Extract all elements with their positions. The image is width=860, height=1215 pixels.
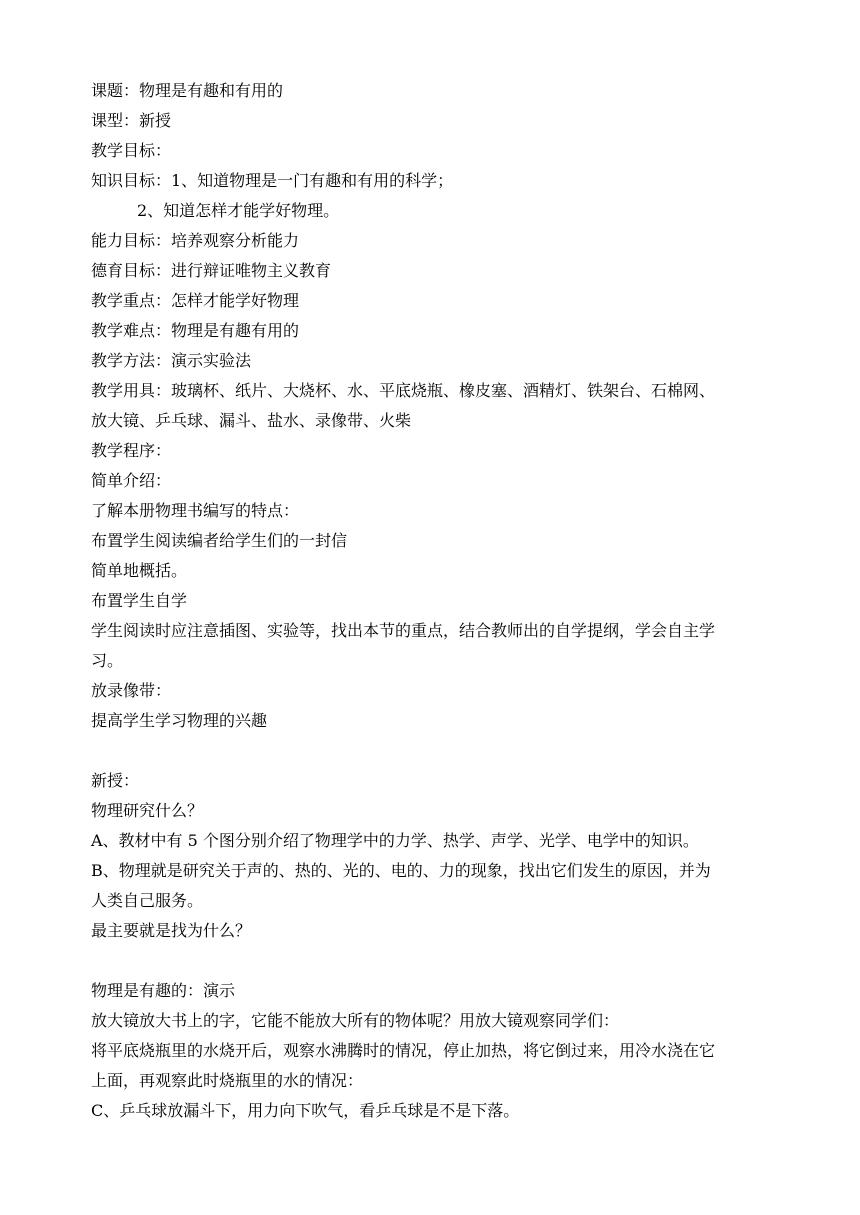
intro-item-5-line-2: 习。 [91, 651, 124, 670]
teaching-tools-line-1: 教学用具：玻璃杯、纸片、大烧杯、水、平底烧瓶、橡皮塞、酒精灯、铁架台、石棉网、 [91, 381, 716, 400]
blank-line [91, 736, 781, 766]
moral-goal: 德育目标：进行辩证唯物主义教育 [91, 261, 332, 280]
teaching-method: 教学方法：演示实验法 [91, 351, 252, 370]
intro-item-4: 布置学生自学 [91, 591, 188, 610]
key-point: 教学重点：怎样才能学好物理 [91, 291, 300, 310]
intro-item-2: 布置学生阅读编者给学生们的一封信 [91, 531, 348, 550]
knowledge-goal-1: 知识目标：1、知道物理是一门有趣和有用的科学； [91, 171, 454, 190]
demo-2-line-2: 上面，再观察此时烧瓶里的水的情况： [91, 1071, 364, 1090]
interesting-heading: 物理是有趣的：演示 [91, 981, 236, 1000]
point-a: A、教材中有 5 个图分别介绍了物理学中的力学、热学、声学、光学、电学中的知识。 [91, 831, 699, 850]
document-body [91, 76, 781, 1126]
blank-line [91, 946, 781, 976]
demo-1: 放大镜放大书上的字，它能不能放大所有的物体呢？用放大镜观察同学们： [91, 1011, 620, 1030]
demo-3: C、乒乓球放漏斗下，用力向下吹气，看乒乓球是不是下落。 [91, 1101, 520, 1120]
knowledge-goal-2: 2、知道怎样才能学好物理。 [137, 201, 340, 220]
intro-item-1: 了解本册物理书编写的特点： [91, 501, 300, 520]
new-lesson-heading: 新授： [91, 771, 140, 790]
lesson-topic: 课题：物理是有趣和有用的 [91, 81, 284, 100]
intro-item-6: 放录像带： [91, 681, 172, 700]
teaching-tools-line-2: 放大镜、乒乓球、漏斗、盐水、录像带、火柴 [91, 411, 412, 430]
demo-2-line-1: 将平底烧瓶里的水烧开后，观察水沸腾时的情况，停止加热，将它倒过来，用冷水浇在它 [91, 1041, 716, 1060]
difficult-point: 教学难点：物理是有趣有用的 [91, 321, 300, 340]
intro-item-3: 简单地概括。 [91, 561, 188, 580]
intro-item-5-line-1: 学生阅读时应注意插图、实验等，找出本节的重点，结合教师出的自学提纲，学会自主学 [91, 621, 716, 640]
lesson-type: 课型：新授 [91, 111, 172, 130]
point-b-line-1: B、物理就是研究关于声的、热的、光的、电的、力的现象，找出它们发生的原因，并为 [91, 861, 711, 880]
ability-goal: 能力目标：培养观察分析能力 [91, 231, 300, 250]
procedure-heading: 教学程序： [91, 441, 172, 460]
point-b-line-2: 人类自己服务。 [91, 891, 204, 910]
objectives-heading: 教学目标： [91, 141, 172, 160]
new-lesson-question: 物理研究什么？ [91, 801, 204, 820]
intro-item-7: 提高学生学习物理的兴趣 [91, 711, 268, 730]
main-point: 最主要就是找为什么？ [91, 921, 252, 940]
intro-heading: 简单介绍： [91, 471, 172, 490]
